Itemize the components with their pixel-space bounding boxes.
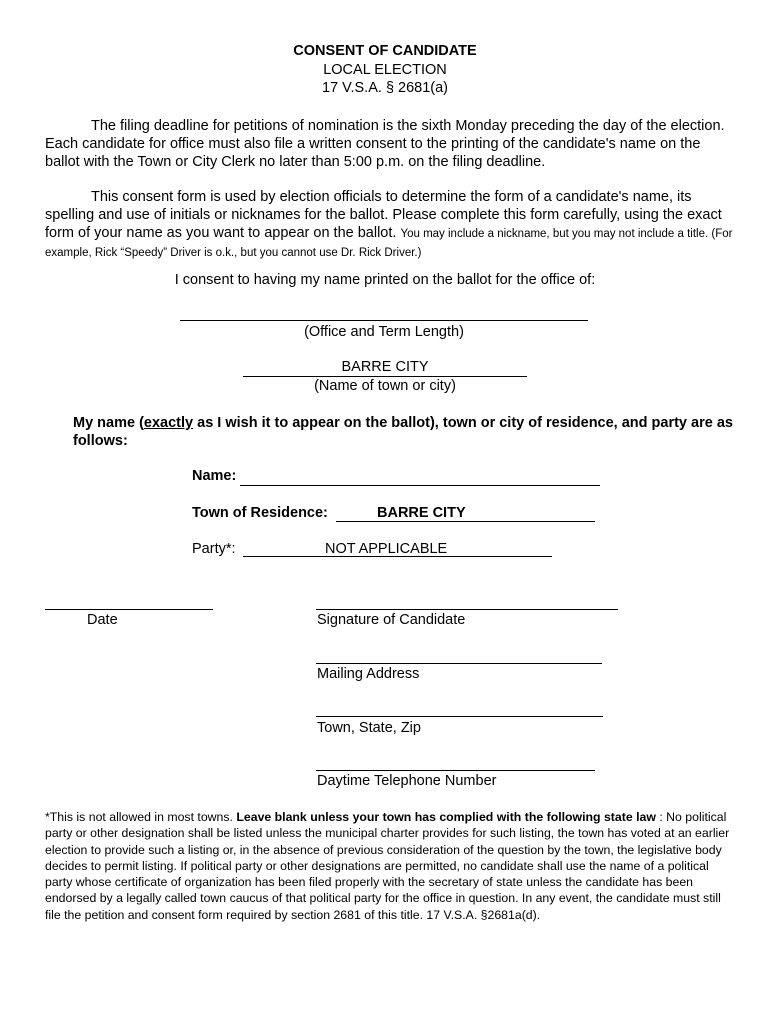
town-underline [243,376,527,377]
phone-line [316,770,595,771]
office-underline [180,320,588,321]
name-input[interactable] [240,468,600,484]
party-footnote [45,809,735,923]
party-underline [243,556,552,557]
residence-value[interactable]: BARRE CITY [377,505,466,521]
residence-underline [336,521,595,522]
consent-purpose-text: This consent form is used by election officials to determine the form of a candidate's name, its spelling and use of initials or nicknames for the ballot. Please complete this form carefully, using the exact form of your name as you want to appear on the ballot. [45,189,722,241]
name-instruction-part1: My name ( [73,415,144,431]
name-label: Name: [192,468,237,484]
name-instruction-part2: as I wish it to appear on the ballot), town or city of residence, and party are as follows: [73,415,733,449]
party-label: Party*: [192,541,236,557]
consent-purpose-paragraph [45,188,735,262]
mailing-address-label: Mailing Address [317,666,420,682]
date-line [45,609,213,610]
name-underline [240,485,600,486]
filing-deadline-paragraph: The filing deadline for petitions of nomination is the sixth Monday preceding the day of the election. Each candidate for office must also file a written consent to the printing of the candidate's name on the ballot with the Town or City Clerk no later than 5:00 p.m. on the filing deadline. [45,118,725,170]
signature-line [316,609,618,610]
phone-label: Daytime Telephone Number [317,773,497,789]
statute-reference: 17 V.S.A. § 2681(a) [321,80,449,96]
consent-statement: I consent to having my name printed on the ballot for the office of: [174,272,596,288]
signature-label: Signature of Candidate [317,612,466,628]
mailing-address-line [316,663,602,664]
residence-label: Town of Residence: [192,505,328,521]
town-value[interactable]: BARRE CITY [341,359,429,375]
town-state-zip-line [316,716,603,717]
form-subtitle: LOCAL ELECTION [323,62,447,78]
office-value[interactable] [180,300,588,318]
date-label: Date [87,612,118,628]
form-title: CONSENT OF CANDIDATE [293,43,477,59]
town-caption: (Name of town or city) [314,378,456,394]
footnote-lead: *This is not allowed in most towns. [45,810,237,824]
exactly-emphasis: exactly [143,415,194,431]
footnote-bold: Leave blank unless your town has complied with the following state law [236,810,656,824]
name-instruction [73,414,733,450]
nickname-note: You may include a nickname, but you may not include a title. (For example, Rick “Speedy” Driver is o.k., but you cannot use Dr. Rick Driver.) [45,228,733,259]
office-caption: (Office and Term Length) [304,324,464,340]
footnote-rest: : No political party or other designation shall be listed unless the municipal charter provides for such listing, the town has voted at an earlier election to provide such a listing or, in the absence of previous consideration of the question by the town, the legislative body decides to permit listing. If political party or other designations are permitted, no candidate shall use the name of a political party whose certificate of organization has been filed properly with the secretary of state unless the candidate has been endorsed by a legally called town caucus of that political party for the office in question. In any event, the candidate must still file the petition and consent form required by section 2681 of this title. 17 V.S.A. §2681a(d). [45,810,730,922]
town-state-zip-label: Town, State, Zip [317,720,421,736]
party-value[interactable]: NOT APPLICABLE [325,541,448,557]
